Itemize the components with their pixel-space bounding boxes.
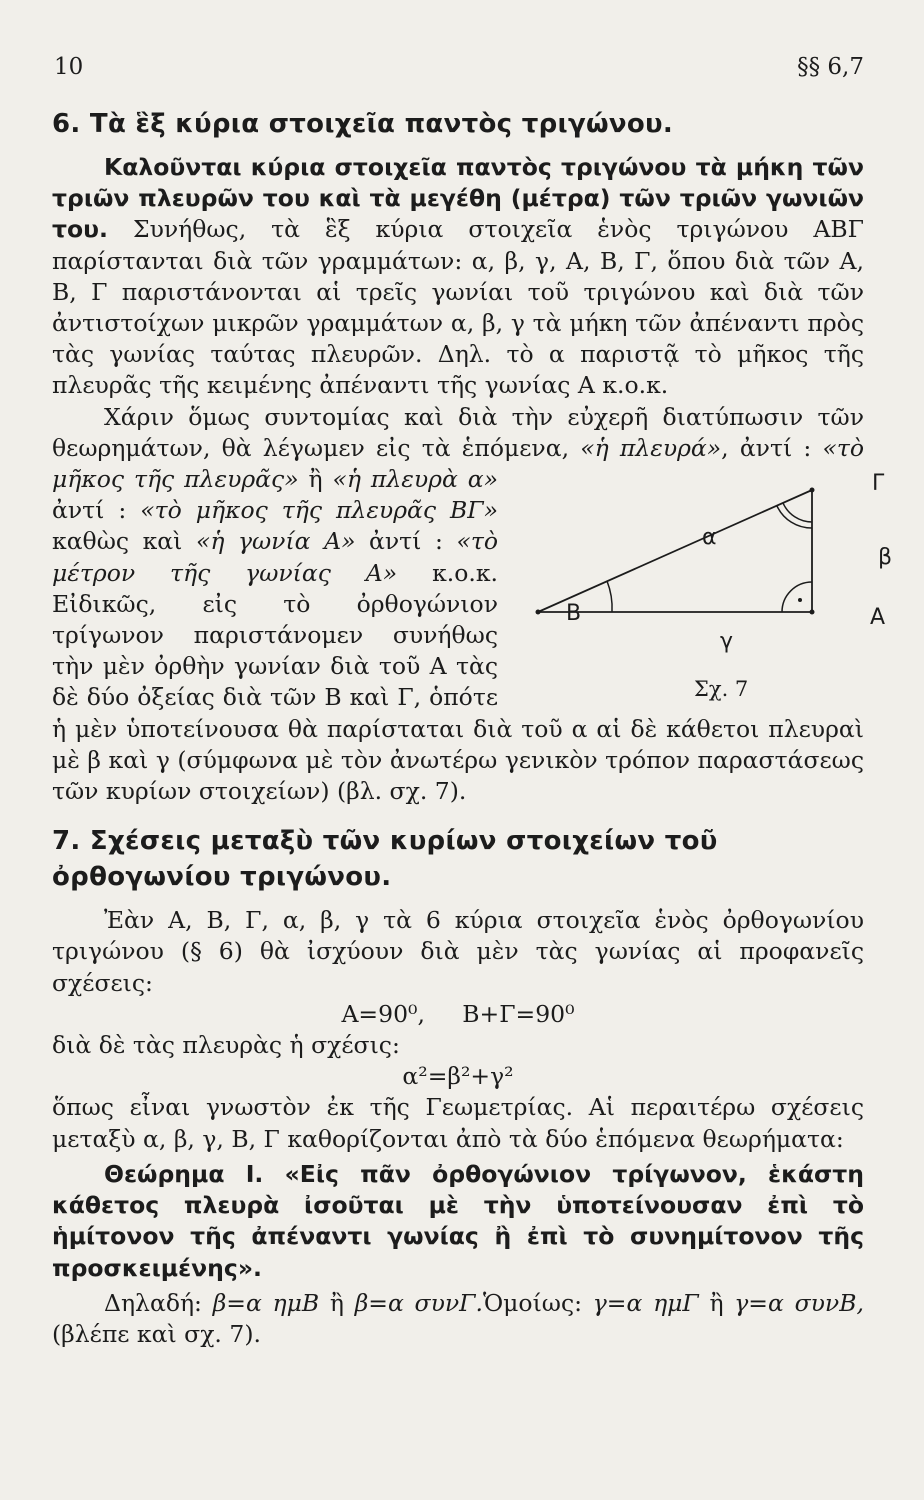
- italic-run: «τὸ μέτρον τῆς γωνίας Α»: [52, 527, 498, 587]
- italic-run: «ἡ πλευρὰ α»: [332, 465, 498, 494]
- text-run: ἀντί :: [52, 496, 127, 525]
- section-6-paragraph-2: [52, 402, 893, 808]
- vertex-b-label: B: [566, 601, 582, 627]
- angle-b-arc: [607, 581, 612, 612]
- triangle-diagram: [512, 464, 874, 700]
- section-6-title: 6. Τὰ ἓξ κύρια στοιχεῖα παντὸς τριγώνου.: [52, 109, 674, 139]
- running-header: [52, 52, 864, 86]
- side-a-label: α: [702, 525, 717, 551]
- text-run: Δηλαδή:: [104, 1288, 202, 1317]
- text-run: Ὁμοίως:: [482, 1288, 583, 1317]
- figure-7: [512, 464, 893, 702]
- section-reference: §§ 6,7: [797, 54, 864, 80]
- equation-pythagoras: α²=β²+γ²: [402, 1062, 514, 1091]
- page: [52, 52, 893, 1350]
- vertex-a-dot: [810, 610, 815, 615]
- vertex-g-label: Γ: [872, 471, 885, 497]
- italic-run: «ἡ πλευρά»: [580, 433, 722, 462]
- text-run: ἀντί :: [369, 527, 443, 556]
- theorem-label: Θεώρημα Ι.: [104, 1159, 264, 1188]
- definition-bold: Καλοῦνται κύρια στοιχεῖα παντὸς τριγώνου τὰ μήκη τῶν τριῶν πλευρῶν του καὶ τὰ μεγέθη (μέτρα) τῶν τριῶν γωνιῶν του.: [52, 153, 864, 244]
- section-7-paragraph-3: ὅπως εἶναι γνωστὸν ἐκ τῆς Γεωμετρίας. Αἱ περαιτέρω σχέσεις μεταξὺ α, β, γ, Β, Γ καθορίζονται ἀπὸ τὰ δύο ἑπόμενα θεωρήματα:: [52, 1093, 864, 1153]
- theorem-text: «Εἰς πᾶν ὀρθογώνιον τρίγωνον, ἑκάστη κάθετος πλευρὰ ἰσοῦται μὲ τὴν ὑποτείνουσαν ἐπὶ τὸ ἡμίτονον τῆς ἀπέναντι γωνίας ἢ ἐπὶ τὸ συνημίτονον τῆς προσκειμένης».: [52, 1159, 865, 1282]
- vertex-g-dot: [810, 488, 815, 493]
- side-b-label: β: [878, 545, 893, 571]
- text-run: , ἀντί :: [721, 433, 812, 462]
- section-7-paragraph-1: Ἐὰν Α, Β, Γ, α, β, γ τὰ 6 κύρια στοιχεῖα ἑνὸς ὀρθογωνίου τριγώνου (§ 6) θὰ ἰσχύουν διὰ μὲν τὰς γωνίας αἱ προφανεῖς σχέσεις:: [52, 906, 864, 997]
- right-angle-dot: [798, 598, 802, 602]
- formula-run: γ=α ημΓ: [592, 1288, 699, 1317]
- text-run: καθὼς καὶ: [52, 527, 183, 556]
- section-7-paragraph-4: [52, 1288, 864, 1350]
- text-run: ἢ: [329, 1288, 344, 1317]
- section-6-paragraph-1: [52, 152, 864, 402]
- paragraph-with-figure: [52, 402, 893, 808]
- formula-run: β=α συνΓ.: [354, 1288, 483, 1317]
- text-run: ἢ: [308, 465, 323, 494]
- right-angle-arc: [782, 582, 812, 612]
- section-6-text-1: Συνήθως, τὰ ἓξ κύρια στοιχεῖα ἑνὸς τριγώνου ΑΒΓ παρίστανται διὰ τῶν γραμμάτων: α, β, γ, Α, Β, Γ, ὅπου διὰ τῶν Α, Β, Γ παριστάνονται αἱ τρεῖς γωνίαι τοῦ τριγώνου καὶ διὰ τῶν ἀντιστοίχων μικρῶν γραμμάτων α, β, γ τὰ μήκη τῶν ἀπέναντι πρὸς τὰς γωνίας ταύτας πλευρῶν. Δηλ. τὸ α παριστᾷ τὸ μῆκος τῆς πλευρᾶς τῆς κειμένης ἀπέναντι τῆς γωνίας Α κ.ο.κ.: [52, 215, 864, 400]
- page-number: 10: [54, 54, 84, 80]
- vertex-a-label: A: [870, 605, 886, 631]
- equation-angles: Α=90⁰, Β+Γ=90⁰: [341, 999, 575, 1028]
- text-run: ἢ: [709, 1288, 724, 1317]
- text-run: Χάριν ὅμως συντομίας καὶ διὰ τὴν εὐχερῆ διατύπωσιν τῶν θεωρημάτων, θὰ λέγωμεν εἰς τὰ ἑπόμενα,: [52, 402, 864, 462]
- text-run: κ.ο.κ. Εἰδικῶς, εἰς τὸ ὀρθογώνιον τρίγωνον παριστάνομεν συνήθως τὴν μὲν ὀρθὴν γωνίαν διὰ τοῦ Α τὰς δὲ δύο ὀξείας διὰ τῶν Β καὶ Γ, ὁπότε ἡ μὲν ὑποτείνουσα θὰ παρίσταται διὰ τοῦ α αἱ δὲ κάθετοι πλευραὶ μὲ β καὶ γ (σύμφωνα μὲ τὸν ἀνωτέρω γενικὸν τρόπον παραστάσεως τῶν κυρίων στοιχείων) (βλ. σχ. 7).: [52, 558, 864, 806]
- theorem-1: [52, 1159, 864, 1284]
- formula-run: β=α ημΒ: [212, 1288, 320, 1317]
- section-7-title: 7. Σχέσεις μεταξὺ τῶν κυρίων στοιχείων τοῦ ὀρθογωνίου τριγώνου.: [52, 826, 718, 893]
- italic-run: «τὸ μῆκος τῆς πλευρᾶς ΒΓ»: [140, 496, 498, 525]
- section-7-paragraph-2: διὰ δὲ τὰς πλευρὰς ἡ σχέσις:: [52, 1031, 400, 1060]
- italic-run: «ἡ γωνία Α»: [195, 527, 356, 556]
- side-g-label: γ: [720, 629, 734, 655]
- text-run: (βλέπε καὶ σχ. 7).: [52, 1319, 261, 1348]
- figure-caption: Σχ. 7: [694, 677, 749, 702]
- italic-run: «τὸ μῆκος τῆς πλευρᾶς»: [52, 433, 864, 494]
- formula-run: γ=α συνΒ,: [734, 1288, 864, 1317]
